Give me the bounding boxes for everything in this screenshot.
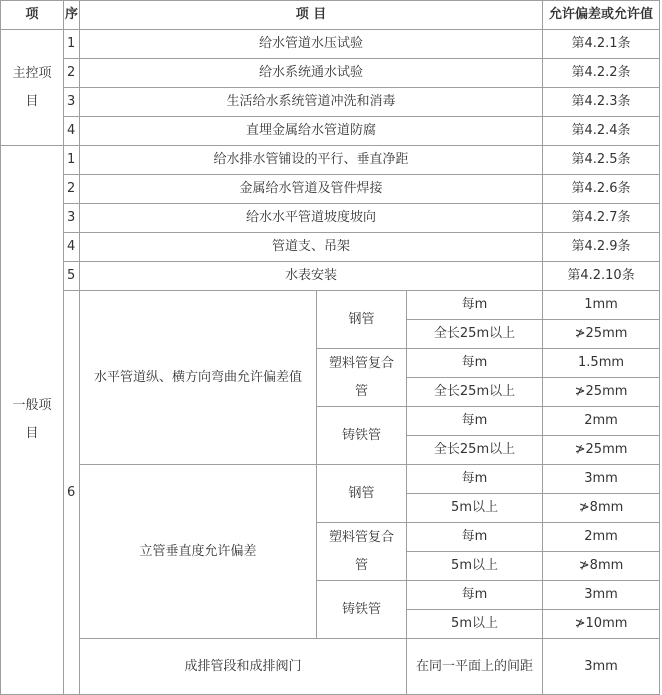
table-row [1,233,660,262]
row-seq: 4 [64,117,80,146]
condition-cell: 每m [407,407,543,436]
value-cell: ≯8mm [543,494,660,523]
valve-row-label: 成排管段和成排阀门 [80,639,407,695]
row-item: 生活给水系统管道冲洗和消毒 [80,88,543,117]
row-item: 直埋金属给水管道防腐 [80,117,543,146]
value-cell: 2mm [543,523,660,552]
condition-cell: 全长25m以上 [407,436,543,465]
general-items-label: 一般项目 [1,146,64,695]
table-row [1,204,660,233]
value-cell: ≯25mm [543,378,660,407]
header-row [1,1,660,30]
value-cell: ≯25mm [543,320,660,349]
row-value: 第4.2.1条 [543,30,660,59]
row-value: 第4.2.4条 [543,117,660,146]
value-cell: ≯25mm [543,436,660,465]
material-label: 铸铁管 [317,581,407,639]
row-value: 第4.2.5条 [543,146,660,175]
value-cell: 1mm [543,291,660,320]
row-item: 给水系统通水试验 [80,59,543,88]
table-row [1,465,660,494]
row-item: 给水管道水压试验 [80,30,543,59]
row-item: 金属给水管道及管件焊接 [80,175,543,204]
row-seq: 5 [64,262,80,291]
row-seq-6: 6 [64,291,80,695]
row-seq: 2 [64,175,80,204]
condition-cell: 5m以上 [407,552,543,581]
header-item: 项 目 [80,1,543,30]
table-row [1,291,660,320]
condition-cell: 每m [407,465,543,494]
row-item: 管道支、吊架 [80,233,543,262]
value-cell: 2mm [543,407,660,436]
value-cell: ≯8mm [543,552,660,581]
material-label: 铸铁管 [317,407,407,465]
row-seq: 3 [64,204,80,233]
value-cell: 3mm [543,639,660,695]
row-item: 水表安装 [80,262,543,291]
row-seq: 4 [64,233,80,262]
condition-cell: 每m [407,523,543,552]
material-label: 钢管 [317,465,407,523]
material-label: 塑料管复合管 [317,523,407,581]
value-cell: 3mm [543,465,660,494]
row-seq: 1 [64,30,80,59]
row-value: 第4.2.2条 [543,59,660,88]
value-cell: 1.5mm [543,349,660,378]
condition-cell: 每m [407,581,543,610]
table-row [1,146,660,175]
condition-cell: 每m [407,291,543,320]
material-label: 钢管 [317,291,407,349]
header-seq: 序 [64,1,80,30]
value-cell: ≯10mm [543,610,660,639]
table-row [1,30,660,59]
row-value: 第4.2.10条 [543,262,660,291]
row-value: 第4.2.3条 [543,88,660,117]
main-items-label: 主控项目 [1,30,64,146]
row-seq: 2 [64,59,80,88]
condition-cell: 全长25m以上 [407,378,543,407]
row-seq: 3 [64,88,80,117]
header-value: 允许偏差或允许值 [543,1,660,30]
vertical-deviation-label: 立管垂直度允许偏差 [80,465,317,639]
material-label: 塑料管复合管 [317,349,407,407]
row-value: 第4.2.9条 [543,233,660,262]
condition-cell: 5m以上 [407,494,543,523]
table-row [1,88,660,117]
table-row [1,175,660,204]
row-seq: 1 [64,146,80,175]
value-cell: 3mm [543,581,660,610]
condition-cell: 每m [407,349,543,378]
table-row [1,117,660,146]
row-item: 给水水平管道坡度坡向 [80,204,543,233]
table-row [1,639,660,695]
condition-cell: 5m以上 [407,610,543,639]
table-row [1,262,660,291]
row-value: 第4.2.6条 [543,175,660,204]
horizontal-bend-label: 水平管道纵、横方向弯曲允许偏差值 [80,291,317,465]
table-row [1,59,660,88]
header-type: 项 [1,1,64,30]
row-value: 第4.2.7条 [543,204,660,233]
condition-cell: 在同一平面上的间距 [407,639,543,695]
row-item: 给水排水管铺设的平行、垂直净距 [80,146,543,175]
condition-cell: 全长25m以上 [407,320,543,349]
